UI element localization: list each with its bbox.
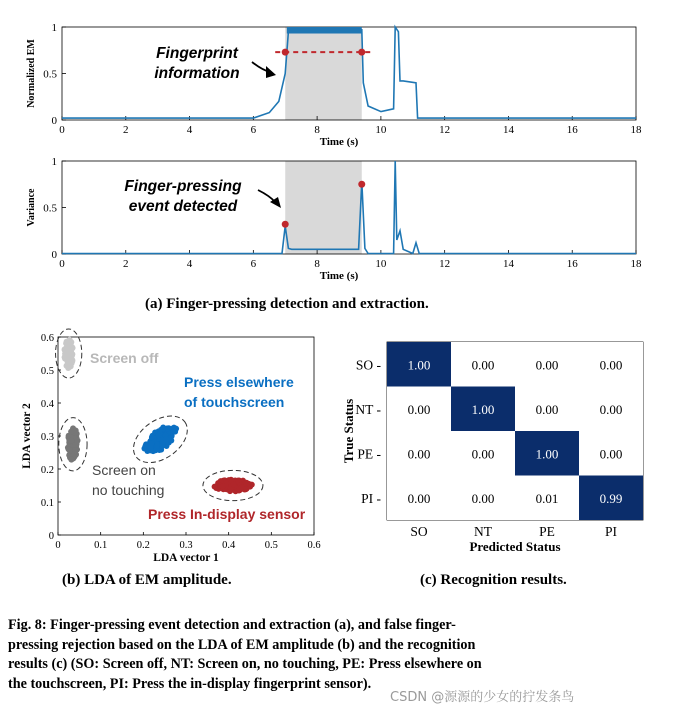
label-press-elsewhere-2: of touchscreen <box>184 394 285 410</box>
x-tick-label: 6 <box>250 124 257 136</box>
scatter-point <box>68 344 74 350</box>
y-tick-label: 0.3 <box>40 432 54 443</box>
row-label: NT - <box>355 401 381 417</box>
x-tick-label: 0.5 <box>264 540 278 551</box>
scatter-point <box>69 353 75 359</box>
matrix-cell-value: 0.00 <box>407 446 431 462</box>
x-tick-label: 0.6 <box>307 540 321 551</box>
annotation-line-1: Fingerprint <box>156 45 238 62</box>
x-tick-label: 12 <box>439 258 451 270</box>
event-marker <box>282 221 289 228</box>
subcaption-c: (c) Recognition results. <box>420 572 567 588</box>
y-tick-label: 0.2 <box>40 465 54 476</box>
label-screen-on-2: no touching <box>92 482 165 498</box>
figure-caption <box>8 616 668 694</box>
matrix-cell-value: 0.99 <box>599 490 623 506</box>
label-screen-on-1: Screen on <box>92 462 156 478</box>
matrix-cell-value: 1.00 <box>407 357 431 373</box>
x-tick-label: 16 <box>566 258 578 270</box>
x-tick-label: 0 <box>59 258 65 270</box>
y-tick-label: 0.5 <box>43 202 57 215</box>
annotation-line-2: information <box>154 65 240 82</box>
x-tick-label: 0 <box>59 124 65 136</box>
x-tick-label: 10 <box>375 124 387 136</box>
scatter-point <box>160 426 166 432</box>
matrix-cell-value: 0.01 <box>535 490 559 506</box>
scatter-point <box>172 429 178 435</box>
x-axis-label: LDA vector 1 <box>153 552 219 564</box>
scatter-point <box>68 457 74 463</box>
y-axis-label: Variance <box>26 188 37 227</box>
scatter-point <box>63 340 69 346</box>
x-tick-label: 18 <box>630 258 642 270</box>
matrix-cell-value: 0.00 <box>407 401 431 417</box>
x-tick-label: 14 <box>502 258 514 270</box>
x-tick-label: 2 <box>123 124 129 136</box>
label-press-sensor: Press In-display sensor <box>148 506 306 522</box>
event-marker <box>358 181 365 188</box>
x-tick-label: 0.1 <box>94 540 108 551</box>
matrix-cell-value: 0.00 <box>471 446 495 462</box>
x-tick-label: 0.2 <box>136 540 150 551</box>
x-tick-label: 10 <box>375 258 387 270</box>
y-tick-label: 0.5 <box>43 68 57 81</box>
y-tick-label: 0 <box>51 249 57 261</box>
y-tick-label: 0 <box>48 531 54 542</box>
y-tick-label: 1 <box>51 22 57 34</box>
x-tick-label: 8 <box>314 258 320 270</box>
x-tick-label: 14 <box>502 124 514 136</box>
row-label: PI - <box>361 490 381 506</box>
x-tick-label: 6 <box>250 258 257 270</box>
y-tick-label: 0.1 <box>40 498 54 509</box>
subcaption-a: (a) Finger-pressing detection and extraction. <box>145 296 429 312</box>
caption-line: the touchscreen, PI: Press the in-display fingerprint sensor). <box>8 675 372 692</box>
scatter-point <box>155 433 161 439</box>
caption-line: pressing rejection based on the LDA of EM amplitude (b) and the recognition <box>8 636 476 653</box>
scatter-point <box>239 484 245 490</box>
scatter-point <box>231 482 237 488</box>
watermark: CSDN @源源的少女的拧发条鸟 <box>390 690 575 705</box>
caption-line: Fig. 8: Finger-pressing event detection and extraction (a), and false finger- <box>8 617 456 633</box>
matrix-cell-value: 0.00 <box>471 357 495 373</box>
row-label: SO - <box>355 357 381 373</box>
em-amplitude-plot <box>0 0 677 160</box>
matrix-cell-value: 0.00 <box>535 401 559 417</box>
col-label: NT <box>474 524 492 539</box>
x-tick-label: 4 <box>186 124 193 136</box>
y-tick-label: 0.4 <box>40 399 54 410</box>
y-tick-label: 0.6 <box>40 333 54 344</box>
label-screen-off: Screen off <box>90 350 159 366</box>
col-label: SO <box>410 524 428 539</box>
y-tick-label: 1 <box>51 156 57 168</box>
x-tick-label: 0.4 <box>222 540 236 551</box>
scatter-point <box>163 436 169 442</box>
scatter-point <box>212 484 218 490</box>
y-tick-label: 0.5 <box>40 366 54 377</box>
matrix-cell-value: 0.00 <box>471 490 495 506</box>
x-tick-label: 8 <box>314 124 320 136</box>
matrix-cell-value: 0.00 <box>599 357 623 373</box>
variance-plot <box>0 150 677 295</box>
scatter-point <box>68 429 74 435</box>
matrix-cell-value: 0.00 <box>535 357 559 373</box>
scatter-point <box>149 434 155 440</box>
y-axis-label: LDA vector 2 <box>21 403 33 469</box>
x-tick-label: 0.3 <box>179 540 193 551</box>
y-axis-label: True Status <box>341 398 356 464</box>
annotation-line-2: event detected <box>128 198 238 215</box>
scatter-point <box>69 360 75 366</box>
x-tick-label: 16 <box>566 124 578 136</box>
x-axis-label: Time (s) <box>319 270 359 282</box>
row-label: PE - <box>357 446 381 462</box>
x-tick-label: 18 <box>630 124 642 136</box>
annotation-arrowhead <box>266 66 276 78</box>
scatter-point <box>142 443 148 449</box>
scatter-point <box>220 483 226 489</box>
scatter-point <box>148 444 154 450</box>
x-tick-label: 12 <box>439 124 451 136</box>
x-tick-label: 0 <box>55 540 61 551</box>
col-label: PE <box>539 524 555 539</box>
shaded-region <box>285 27 362 120</box>
x-tick-label: 2 <box>123 258 129 270</box>
y-tick-label: 0 <box>51 115 57 127</box>
annotation-arrow <box>258 190 275 202</box>
scatter-point <box>62 346 68 352</box>
matrix-cell-value: 0.00 <box>599 401 623 417</box>
matrix-cell-value: 1.00 <box>471 401 495 417</box>
caption-line: results (c) (SO: Screen off, NT: Screen on, no touching, PE: Press elsewhere on <box>8 656 482 672</box>
scatter-point <box>72 448 78 454</box>
confusion-matrix <box>335 330 677 565</box>
matrix-cell-value: 0.00 <box>407 490 431 506</box>
lda-scatter-plot <box>0 325 335 570</box>
scatter-point <box>246 481 252 487</box>
scatter-point <box>159 443 165 449</box>
col-label: PI <box>604 524 618 539</box>
subcaption-b: (b) LDA of EM amplitude. <box>62 572 232 588</box>
x-axis-label: Predicted Status <box>469 539 561 554</box>
x-axis-label: Time (s) <box>319 136 359 148</box>
annotation-line-1: Finger-pressing <box>124 178 242 195</box>
scatter-point <box>66 447 72 453</box>
matrix-cell-value: 1.00 <box>535 446 559 462</box>
saturated-band <box>287 27 362 34</box>
matrix-cell-value: 0.00 <box>599 446 623 462</box>
scatter-point <box>72 442 78 448</box>
label-press-elsewhere-1: Press elsewhere <box>184 374 294 390</box>
shaded-region <box>285 161 362 254</box>
y-axis-label: Normalized EM <box>26 39 37 108</box>
x-tick-label: 4 <box>186 258 193 270</box>
